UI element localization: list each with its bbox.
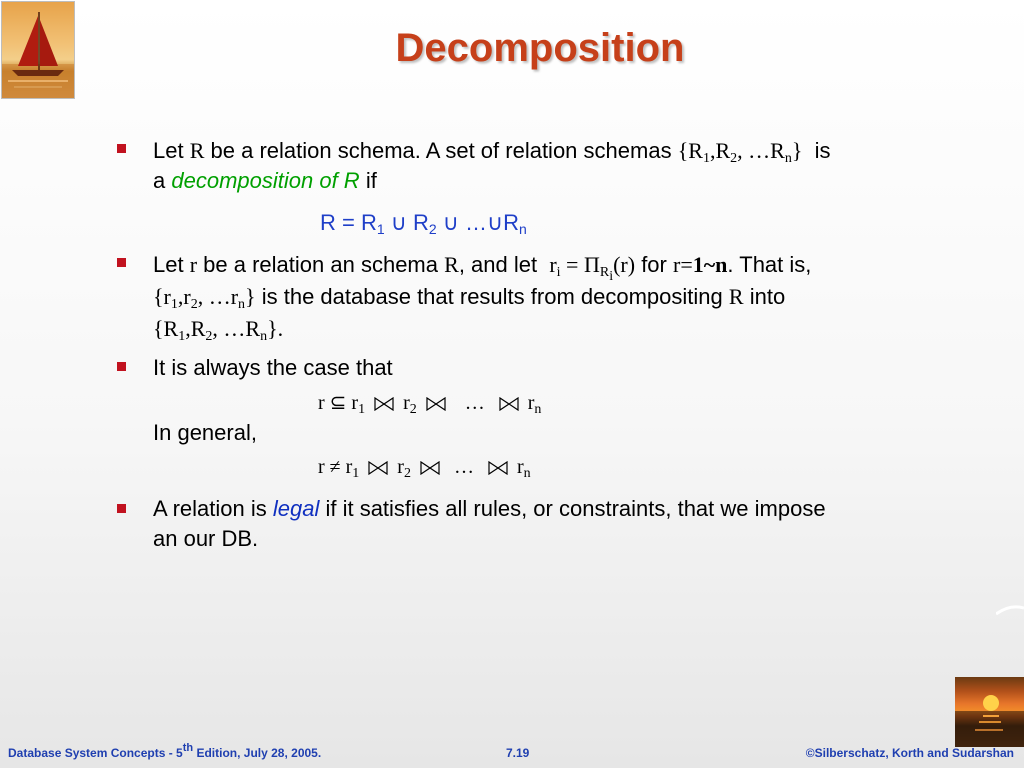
- footer-copyright: ©Silberschatz, Korth and Sudarshan: [805, 746, 1014, 760]
- bullet-2-line-1: Let r be a relation an schema R, and let $r_i = \Pi_{R_i}(r)$ for r=1~n. That is,: [153, 252, 812, 284]
- decomposition-equation: $R = R_1$ ∪ $R_2$ ∪ $\dots\cup R_n$: [320, 210, 527, 237]
- bullet-1-line-1: [153, 136, 831, 166]
- text: is: [814, 138, 831, 163]
- bullet-2-line-3: {$R_1,R_2$, $\dots R_n$}.: [153, 316, 284, 344]
- bullet-4-line-2: an our DB.: [153, 526, 259, 551]
- bowtie-join-icon: [488, 461, 508, 475]
- join-inequality-formula: $r \ne r_1$ $r_2$ … $r_n$: [318, 456, 531, 481]
- bowtie-join-icon: [368, 461, 388, 475]
- slide-title: Decomposition: [395, 26, 685, 70]
- bullet-3-line-1: It is always the case that: [153, 355, 393, 380]
- bullet-square-icon: [117, 362, 126, 371]
- projection-formula: $r_i = \Pi_{R_i}(r)$: [549, 252, 636, 284]
- text: a: [153, 168, 166, 193]
- schema-set: {$R_1,R_2$, $\dots R_n$}: [677, 138, 803, 166]
- footer-page-number: 7.19: [506, 746, 530, 760]
- footer-book-title: Database System Concepts - 5th Edition, July 28, 2005.: [8, 742, 322, 760]
- relation-set: {$r_1,r_2$, $\dots r_n$}: [153, 284, 256, 312]
- bowtie-join-icon: [420, 461, 440, 475]
- text: Let: [153, 138, 184, 163]
- emphasis-term: decomposition of R: [171, 168, 360, 193]
- in-general-label: In general,: [153, 420, 257, 445]
- text: be a relation schema. A set of relation schemas: [210, 138, 672, 163]
- schema-symbol: R: [189, 138, 205, 163]
- sunset-logo: [955, 677, 1024, 747]
- emphasis-term: legal: [272, 496, 320, 521]
- join-subset-formula: r ⊆ $r_1$ $r_2$ … $r_n$: [318, 392, 542, 417]
- bowtie-join-icon: [426, 397, 446, 411]
- bullet-square-icon: [117, 504, 126, 513]
- bullet-1-line-2: [153, 166, 377, 196]
- bowtie-join-icon: [374, 397, 394, 411]
- bullet-4-line-1: A relation is legal if it satisfies all rules, or constraints, that we impose: [153, 496, 826, 521]
- text: if: [365, 168, 377, 193]
- bullet-2-line-2: {$r_1,r_2$, $\dots r_n$} is the database that results from decompositing R into: [153, 284, 786, 312]
- decorative-swoosh: [996, 604, 1024, 618]
- bowtie-join-icon: [499, 397, 519, 411]
- bullet-square-icon: [117, 258, 126, 267]
- bullet-square-icon: [117, 144, 126, 153]
